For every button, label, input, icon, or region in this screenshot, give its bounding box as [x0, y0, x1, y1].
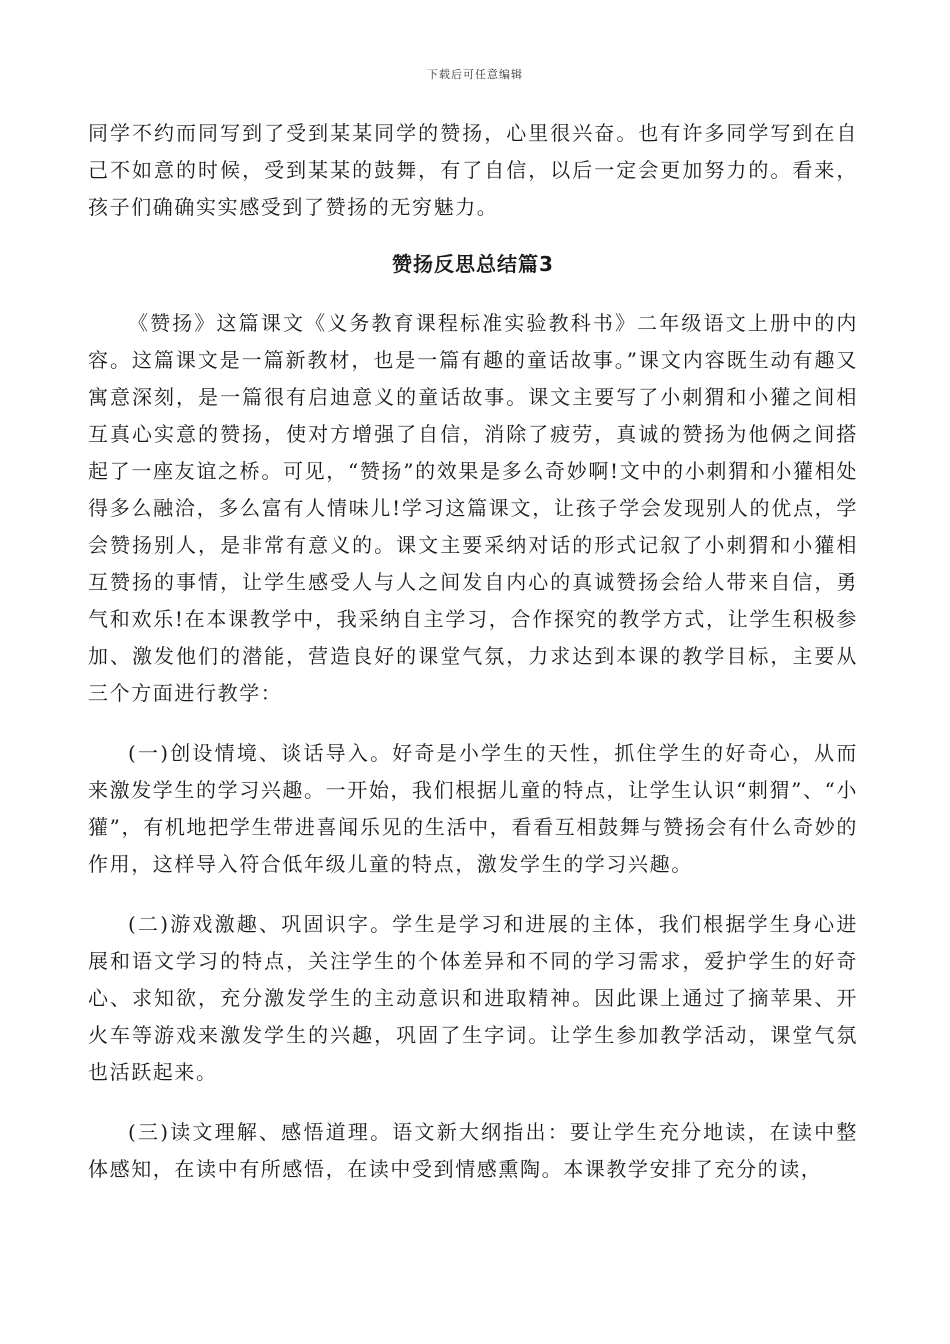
intro-paragraph: 同学不约而同写到了受到某某同学的赞扬，心里很兴奋。也有许多同学写到在自己不如意的时候，受到某某的鼓舞，有了自信，以后一定会更加努力的。看来，孩子们确确实实感受到了赞扬的无穷魅力。 — [88, 121, 858, 219]
body-paragraph-3: (二)游戏激趣、巩固识字。学生是学习和进展的主体，我们根据学生身心进展和语文学习的特点，关注学生的个体差异和不同的学习需求，爱护学生的好奇心、求知欲，充分激发学生的主动意识和进取精神。因此课上通过了摘苹果、开火车等游戏来激发学生的兴趣，巩固了生字词。让学生参加教学活动，课堂气氛也活跃起来。 — [88, 912, 858, 1084]
body-paragraph-4: (三)读文理解、感悟道理。语文新大纲指出：要让学生充分地读，在读中整体感知，在读中有所感悟，在读中受到情感熏陶。本课教学安排了充分的读， — [88, 1120, 858, 1181]
section-title: 赞扬反思总结篇3 — [392, 252, 554, 276]
body-paragraph-2: (一)创设情境、谈话导入。好奇是小学生的天性，抓住学生的好奇心，从而来激发学生的学习兴趣。一开始，我们根据儿童的特点，让学生认识“刺猬”、“小獾”，有机地把学生带进喜闻乐见的生活中，看看互相鼓舞与赞扬会有什么奇妙的作用，这样导入符合低年级儿童的特点，激发学生的学习兴趣。 — [88, 741, 858, 876]
body-paragraph-1: 《赞扬》这篇课文《义务教育课程标准实验教科书》二年级语文上册中的内容。这篇课文是一篇新教材，也是一篇有趣的童话故事。”课文内容既生动有趣又寓意深刻，是一篇很有启迪意义的童话故事。课文主要写了小刺猬和小獾之间相互真心实意的赞扬，使对方增强了自信，消除了疲劳，真诚的赞扬为他俩之间搭起了一座友谊之桥。可见，“赞扬”的效果是多么奇妙啊!文中的小刺猬和小獾相处得多么融洽，多么富有人情味儿!学习这篇课文，让孩子学会发现别人的优点，学会赞扬别人，是非常有意义的。课文主要采纳对话的形式记叙了小刺猬和小獾相互赞扬的事情，让学生感受人与人之间发自内心的真诚赞扬会给人带来自信，勇气和欢乐!在本课教学中，我采纳自主学习，合作探究的教学方式，让学生积极参加、激发他们的潜能，营造良好的课堂气氛，力求达到本课的教学目标，主要从三个方面进行教学： — [88, 311, 858, 705]
document-body — [88, 115, 858, 1188]
page-header: 下载后可任意编辑 — [427, 68, 523, 81]
